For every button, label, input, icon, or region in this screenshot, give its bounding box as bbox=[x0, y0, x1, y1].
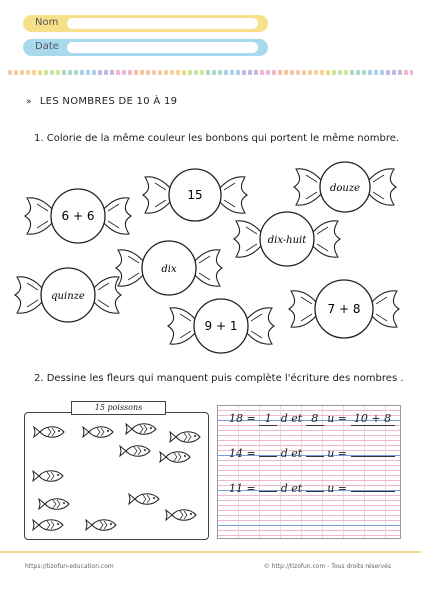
line-number: 18 bbox=[229, 412, 243, 425]
fish-icon bbox=[160, 452, 190, 463]
candy-wrapper bbox=[234, 221, 262, 257]
candy[interactable] bbox=[143, 169, 247, 221]
candy-label: 15 bbox=[187, 188, 203, 202]
and-word: et bbox=[291, 482, 303, 495]
footer-divider bbox=[0, 551, 421, 553]
fish-group bbox=[24, 412, 207, 538]
fish-icon bbox=[120, 446, 150, 457]
fish-count-label: 15 poissons bbox=[71, 401, 166, 415]
candy[interactable] bbox=[15, 268, 121, 322]
candy[interactable] bbox=[294, 162, 396, 212]
candy-label: quinze bbox=[51, 291, 85, 302]
line-number: 11 bbox=[229, 482, 243, 495]
units-blank[interactable] bbox=[306, 456, 324, 457]
date-label: Date bbox=[35, 41, 59, 52]
tens-word: d bbox=[280, 482, 288, 495]
name-label: Nom bbox=[35, 17, 59, 28]
tens-word: d bbox=[280, 412, 288, 425]
line-number: 14 bbox=[229, 447, 243, 460]
candy-label: dix-huit bbox=[267, 235, 307, 246]
candy[interactable] bbox=[168, 299, 274, 353]
number-line-1: 18 = 1 d et 8 u = 10 + 8 bbox=[229, 412, 395, 426]
tens-blank[interactable] bbox=[259, 491, 277, 492]
and-word: et bbox=[291, 412, 303, 425]
fish-icon bbox=[166, 510, 196, 521]
units-word: u bbox=[327, 482, 335, 495]
tens-blank[interactable] bbox=[259, 456, 277, 457]
tens-word: d bbox=[280, 447, 288, 460]
candy-wrapper bbox=[168, 308, 196, 344]
candy-wrapper bbox=[15, 277, 43, 313]
tens-blank[interactable]: 1 bbox=[259, 412, 277, 426]
fish-icon bbox=[33, 471, 63, 482]
candy[interactable] bbox=[234, 212, 340, 266]
footer-link[interactable]: https://tizofun-education.com bbox=[25, 563, 114, 570]
fish-icon bbox=[39, 499, 69, 510]
exercise2-instruction: 2. Dessine les fleurs qui manquent puis complète l'écriture des nombres . bbox=[34, 373, 404, 384]
candy-wrapper bbox=[25, 198, 53, 234]
candy-label: 6 + 6 bbox=[61, 209, 95, 223]
candy-wrapper bbox=[368, 169, 396, 205]
candy-wrapper bbox=[194, 250, 222, 286]
ruled-line bbox=[218, 525, 400, 526]
fish-icon bbox=[126, 424, 156, 435]
candy-label: douze bbox=[329, 183, 361, 194]
number-line-3: 11 = d et u = bbox=[229, 482, 395, 495]
candy-wrapper bbox=[93, 277, 121, 313]
candy-label: 9 + 1 bbox=[204, 319, 238, 333]
exercise1-instruction: 1. Colorie de la même couleur les bonbons qui portent le même nombre. bbox=[34, 133, 400, 144]
candy-label: dix bbox=[161, 264, 177, 275]
units-word: u bbox=[327, 412, 335, 425]
fish-icon bbox=[86, 520, 116, 531]
total-blank[interactable]: 10 + 8 bbox=[351, 412, 395, 426]
candy-wrapper bbox=[371, 291, 399, 327]
candy-wrapper bbox=[312, 221, 340, 257]
candy-wrapper bbox=[143, 177, 171, 213]
notebook-grid bbox=[217, 405, 401, 539]
candy-wrapper bbox=[103, 198, 131, 234]
candy[interactable] bbox=[116, 241, 222, 295]
section-title-text: LES NOMBRES DE 10 À 19 bbox=[39, 96, 178, 107]
candy-label: 7 + 8 bbox=[327, 302, 361, 316]
arrow-icon: » bbox=[26, 97, 32, 107]
units-word: u bbox=[327, 447, 335, 460]
candy-wrapper bbox=[289, 291, 317, 327]
fish-icon bbox=[129, 494, 159, 505]
units-blank[interactable] bbox=[306, 491, 324, 492]
candy[interactable] bbox=[289, 280, 399, 338]
fish-icon bbox=[33, 520, 63, 531]
candy[interactable] bbox=[25, 189, 131, 243]
fish-icon bbox=[34, 427, 64, 438]
candy-wrapper bbox=[246, 308, 274, 344]
number-line-2: 14 = d et u = bbox=[229, 447, 395, 460]
footer-copyright: © http://tizofun.com - Tous droits réservés bbox=[263, 563, 391, 570]
total-blank[interactable] bbox=[351, 491, 395, 492]
candy-wrapper bbox=[219, 177, 247, 213]
candy-wrapper bbox=[116, 250, 144, 286]
fish-icon bbox=[83, 427, 113, 438]
units-blank[interactable]: 8 bbox=[306, 412, 324, 426]
candy-wrapper bbox=[294, 169, 322, 205]
fish-icon bbox=[170, 432, 200, 443]
total-blank[interactable] bbox=[351, 456, 395, 457]
and-word: et bbox=[291, 447, 303, 460]
